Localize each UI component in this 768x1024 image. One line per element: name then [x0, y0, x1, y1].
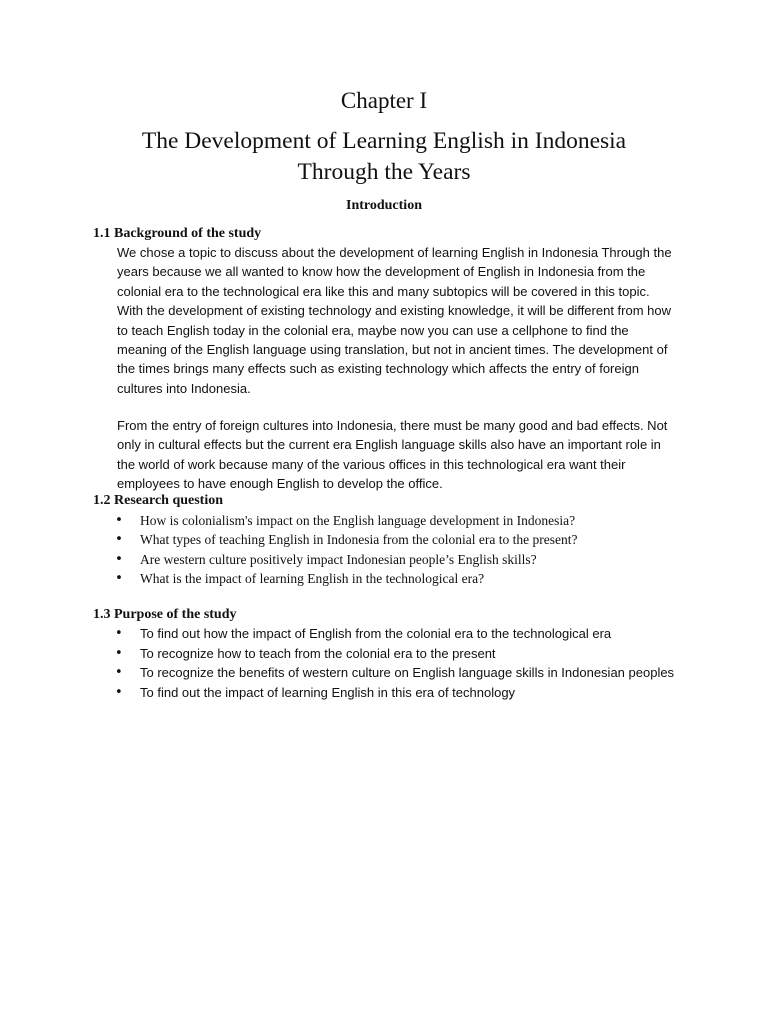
purpose-heading: 1.3 Purpose of the study: [93, 607, 237, 622]
document-title: [90, 126, 678, 188]
background-heading: 1.1 Background of the study: [93, 226, 262, 241]
background-paragraph-1: We chose a topic to discuss about the development of learning English in Indonesia Through the years because we all wanted to know how the development of English in Indonesia from the colonial era to the technological era like this and many subtopics will be covered in this topic. With the development of existing technology and existing knowledge, it will be different from how to teach English today in the colonial era, maybe now you can use a cellphone to find the meaning of the English language using translation, but not in ancient times. The development of the times brings many effects such as existing technology which affects the entry of foreign cultures into Indonesia.: [117, 245, 672, 396]
list-item: [110, 644, 690, 664]
purpose-list: [110, 624, 690, 702]
list-item: [110, 624, 690, 644]
list-item: [110, 569, 690, 588]
list-item: [110, 683, 690, 703]
purpose-text: To find out the impact of learning English in this era of technology: [140, 684, 516, 700]
background-paragraph-2: From the entry of foreign cultures into Indonesia, there must be many good and bad effects. Not only in cultural effects but the current era English language skills also have an important role in the world of work because many of the various offices in this technological era want their employees to have enough English to develop the office.: [117, 418, 668, 492]
bullet-icon: •: [115, 684, 123, 700]
research-question-text: What types of teaching English in Indonesia from the colonial era to the present?: [140, 532, 578, 548]
research-question-text: Are western culture positively impact Indonesian people’s English skills?: [140, 551, 537, 567]
title-line-1: The Development of Learning English in Indonesia: [141, 128, 627, 154]
research-question-text: What is the impact of learning English in the technological era?: [140, 571, 485, 587]
bullet-icon: •: [115, 645, 123, 661]
purpose-text: To find out how the impact of English from the colonial era to the technological era: [140, 626, 612, 641]
list-item: [110, 511, 690, 530]
title-line-2: Through the Years: [297, 159, 471, 185]
purpose-text: To recognize the benefits of western culture on English language skills in Indonesian peoples: [140, 665, 675, 681]
research-question-text: How is colonialism's impact on the English language development in Indonesia?: [140, 513, 576, 528]
purpose-text: To recognize how to teach from the colonial era to the present: [140, 645, 496, 661]
research-question-heading: 1.2 Research question: [93, 493, 224, 508]
list-item: [110, 530, 690, 549]
research-question-list: [110, 511, 690, 589]
chapter-label: Chapter I: [340, 88, 428, 113]
bullet-icon: •: [115, 531, 123, 548]
bullet-icon: •: [115, 550, 123, 567]
bullet-icon: •: [115, 512, 123, 528]
introduction-heading: Introduction: [346, 198, 422, 213]
bullet-icon: •: [115, 626, 123, 641]
list-item: [110, 663, 690, 683]
bullet-icon: •: [115, 570, 123, 587]
bullet-icon: •: [115, 665, 123, 681]
list-item: [110, 550, 690, 569]
